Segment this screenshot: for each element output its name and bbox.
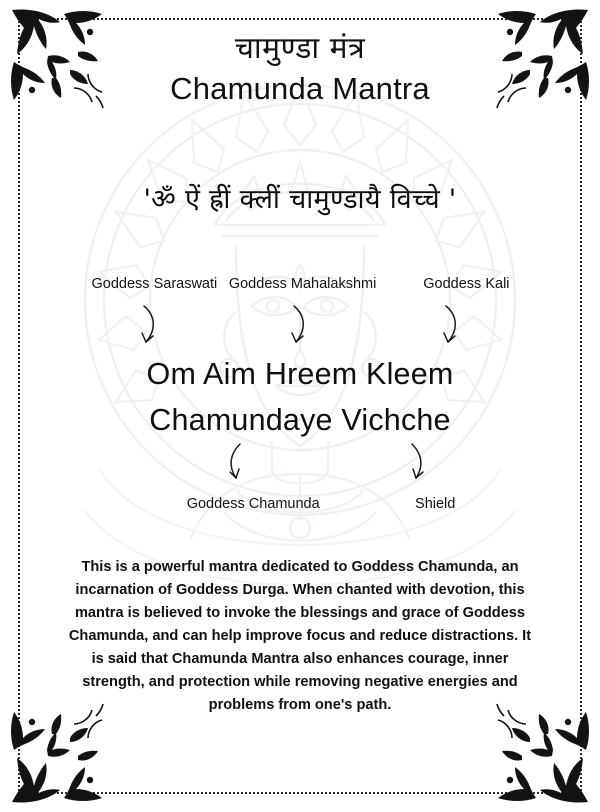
- mantra-english-line-2: Chamundaye Vichche: [149, 402, 451, 437]
- annotation-shield: Shield: [415, 496, 456, 512]
- annotations-bottom: [40, 496, 560, 522]
- annotations-top: [40, 276, 560, 302]
- description-text: This is a powerful mantra dedicated to Goddess Chamunda, an incarnation of Goddess Durga. When chanted with devotion, this mantra is believed to invoke the blessings and grace of Goddess Chamunda, and can help improve focus and reduce distractions. It is said that Chamunda Mantra also enhances courage, inner strength, and protection while removing negative energies and problems from one's path.: [68, 559, 532, 714]
- mantra-devanagari: 'ॐ ऐं ह्रीं क्लीं चामुण्डायै विच्चे ': [143, 183, 457, 215]
- arrows-top: [40, 304, 560, 348]
- annotation-chamunda: Goddess Chamunda: [186, 496, 320, 512]
- annotation-mahalakshmi: Goddess Mahalakshmi: [228, 275, 377, 292]
- annotation-kali: Goddess Kali: [423, 275, 510, 292]
- annotation-saraswati: Goddess Saraswati: [91, 275, 218, 292]
- mantra-english-line-1: Om Aim Hreem Kleem: [146, 356, 454, 391]
- arrows-bottom: [40, 442, 560, 482]
- title-devanagari: चामुण्डा मंत्र: [234, 31, 366, 66]
- title-english: Chamunda Mantra: [170, 70, 430, 106]
